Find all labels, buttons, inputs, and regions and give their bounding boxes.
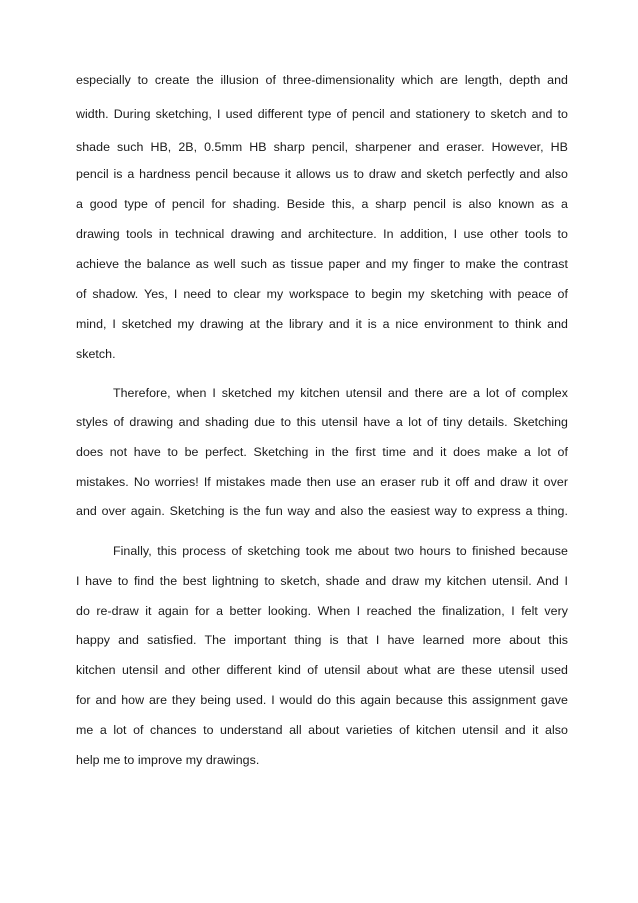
paragraph-2-line-4: mistakes. No worries! If mistakes made then use an eraser rub it off and draw it over (76, 475, 568, 489)
paragraph-1-line-5: a good type of pencil for shading. Beside this, a sharp pencil is also known as a (76, 197, 568, 211)
paragraph-1-line-1: especially to create the illusion of three-dimensionality which are length, depth and (76, 73, 568, 87)
paragraph-3-line-2: I have to find the best lightning to sketch, shade and draw my kitchen utensil. And I (76, 574, 568, 588)
paragraph-3-line-8: help me to improve my drawings. (76, 753, 260, 767)
paragraph-3-line-6: for and how are they being used. I would do this again because this assignment gave (76, 693, 568, 707)
paragraph-1-line-4: pencil is a hardness pencil because it allows us to draw and sketch perfectly and also (76, 167, 568, 181)
paragraph-1-line-9: mind, I sketched my drawing at the library and it is a nice environment to think and (76, 317, 568, 331)
paragraph-3-line-4: happy and satisfied. The important thing is that I have learned more about this (76, 633, 568, 647)
paragraph-1-line-8: of shadow. Yes, I need to clear my workspace to begin my sketching with peace of (76, 287, 568, 301)
paragraph-1-line-3: shade such HB, 2B, 0.5mm HB sharp pencil, sharpener and eraser. However, HB (76, 140, 568, 154)
paragraph-3-line-7: me a lot of chances to understand all about varieties of kitchen utensil and it also (76, 723, 568, 737)
paragraph-2-line-3: does not have to be perfect. Sketching in the first time and it does make a lot of (76, 445, 568, 459)
paragraph-2-line-2: styles of drawing and shading due to this utensil have a lot of tiny details. Sketching (76, 415, 568, 429)
paragraph-3-line-5: kitchen utensil and other different kind of utensil about what are these utensil used (76, 663, 568, 677)
paragraph-1-line-10: sketch. (76, 347, 116, 361)
paragraph-3-line-3: do re-draw it again for a better looking. When I reached the finalization, I felt very (76, 604, 568, 618)
paragraph-1-line-7: achieve the balance as well such as tissue paper and my finger to make the contrast (76, 257, 568, 271)
paragraph-2-line-5: and over again. Sketching is the fun way and also the easiest way to express a thing. (76, 504, 568, 518)
paragraph-1-line-6: drawing tools in technical drawing and architecture. In addition, I use other tools to (76, 227, 568, 241)
paragraph-3-line-1: Finally, this process of sketching took me about two hours to finished because (113, 544, 568, 558)
paragraph-1-line-2: width. During sketching, I used different type of pencil and stationery to sketch and to (76, 107, 568, 121)
paragraph-2-line-1: Therefore, when I sketched my kitchen utensil and there are a lot of complex (113, 386, 568, 400)
